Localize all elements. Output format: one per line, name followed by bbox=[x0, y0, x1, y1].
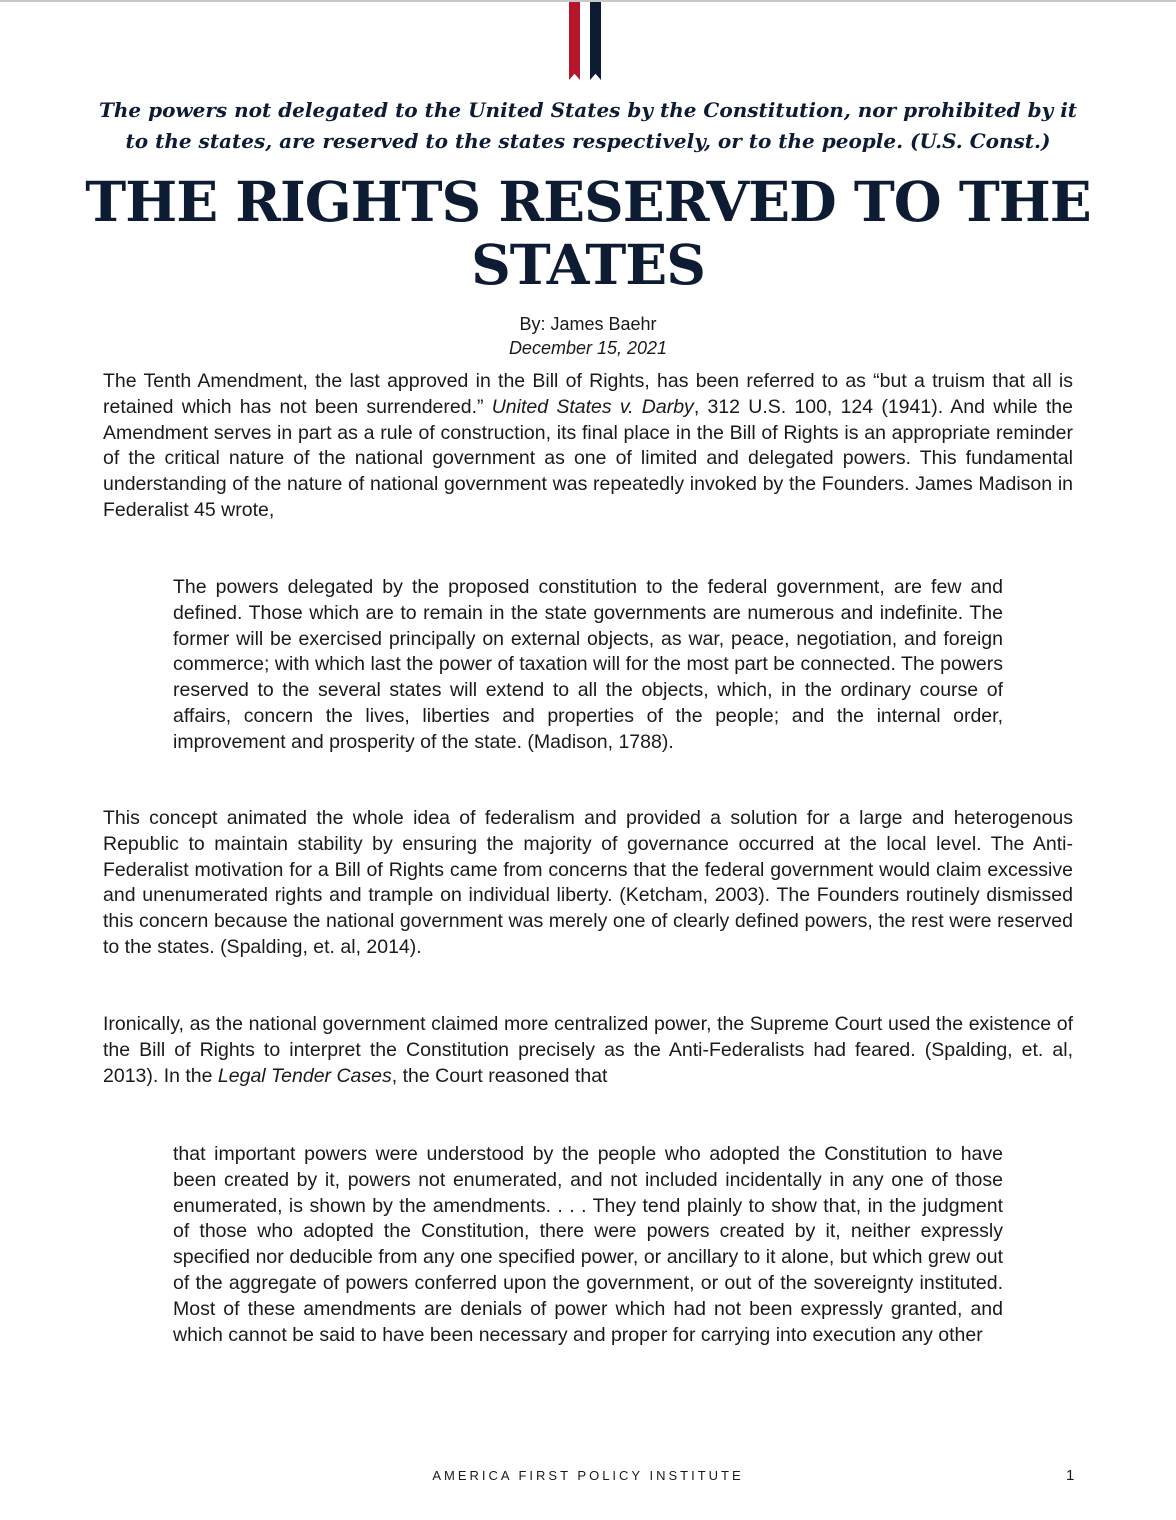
navy-ribbon-logo bbox=[590, 2, 601, 80]
top-border bbox=[0, 0, 1176, 2]
case-name-legal-tender: Legal Tender Cases bbox=[217, 1064, 392, 1087]
publication-date: December 15, 2021 bbox=[508, 338, 668, 358]
red-ribbon-logo bbox=[569, 2, 580, 80]
footer-organization: AMERICA FIRST POLICY INSTITUTE bbox=[432, 1468, 744, 1483]
epigraph: The powers not delegated to the United States by the Constitution, nor prohibited by it to the states, are reserved to the states respectively, or to the people. (U.S. Const.) bbox=[98, 98, 1078, 153]
paragraph-1-text-a: The Tenth Amendment, the last approved in the Bill of Rights, has been referred to as “but a truism that all is retained which has not been surrendered.” bbox=[103, 370, 1073, 418]
paragraph-1 bbox=[103, 369, 1073, 524]
paragraph-3 bbox=[103, 1012, 1073, 1089]
byline: By: James Baehr bbox=[519, 314, 657, 334]
case-name-darby: United States v. Darby bbox=[491, 395, 694, 418]
paragraph-3-text-b: , the Court reasoned that bbox=[391, 1064, 608, 1087]
page-number: 1 bbox=[1066, 1467, 1075, 1484]
block-quote-madison: The powers delegated by the proposed constitution to the federal government, are few and defined. Those which are to remain in the state governments are numerous and indefinite. The former will be exercised principally on external objects, as war, peace, negotiation, and foreign commerce; with which last the power of taxation will for the most part be connected. The powers reserved to the several states will extend to all the objects, which, in the ordinary course of affairs, concern the lives, liberties and properties of the people; and the internal order, improvement and prosperity of the state. (Madison, 1788). bbox=[173, 576, 1003, 753]
page-title: THE RIGHTS RESERVED TO THE STATES bbox=[85, 169, 1091, 297]
block-quote-legal-tender: that important powers were understood by the people who adopted the Constitution to have been created by it, powers not enumerated, and not included incidentally in any one of those enumerated, is shown by the amendments. . . . They tend plainly to show that, in the judgment of those who adopted the Constitution, there were powers created by it, neither expressly specified nor deducible from any one specified power, or ancillary to it alone, but which grew out of the aggregate of powers conferred upon the government, or out of the sovereignty instituted. Most of these amendments are denials of power which had not been expressly granted, and which cannot be said to have been necessary and proper for carrying into execution any other bbox=[173, 1143, 1003, 1346]
paragraph-3-text-a: Ironically, as the national government claimed more centralized power, the Supreme Court used the existence of the Bill of Rights to interpret the Constitution precisely as the Anti-Federalists had feared. (Spalding, et. al, 2013). In the bbox=[103, 1013, 1073, 1087]
paragraph-2: This concept animated the whole idea of federalism and provided a solution for a large and heterogenous Republic to maintain stability by ensuring the majority of governance occurred at the local level. The Anti-Federalist motivation for a Bill of Rights came from concerns that the federal government would claim excessive and unenumerated rights and trample on individual liberty. (Ketcham, 2003). The Founders routinely dismissed this concern because the national government was merely one of clearly defined powers, the rest were reserved to the states. (Spalding, et. al, 2014). bbox=[103, 807, 1073, 958]
paragraph-1-text-b: , 312 U.S. 100, 124 (1941). And while the Amendment serves in part as a rule of construction, its final place in the Bill of Rights is an appropriate reminder of the critical nature of the national government as one of limited and delegated powers. This fundamental understanding of the nature of national government was repeatedly invoked by the Founders. James Madison in Federalist 45 wrote, bbox=[103, 395, 1073, 521]
